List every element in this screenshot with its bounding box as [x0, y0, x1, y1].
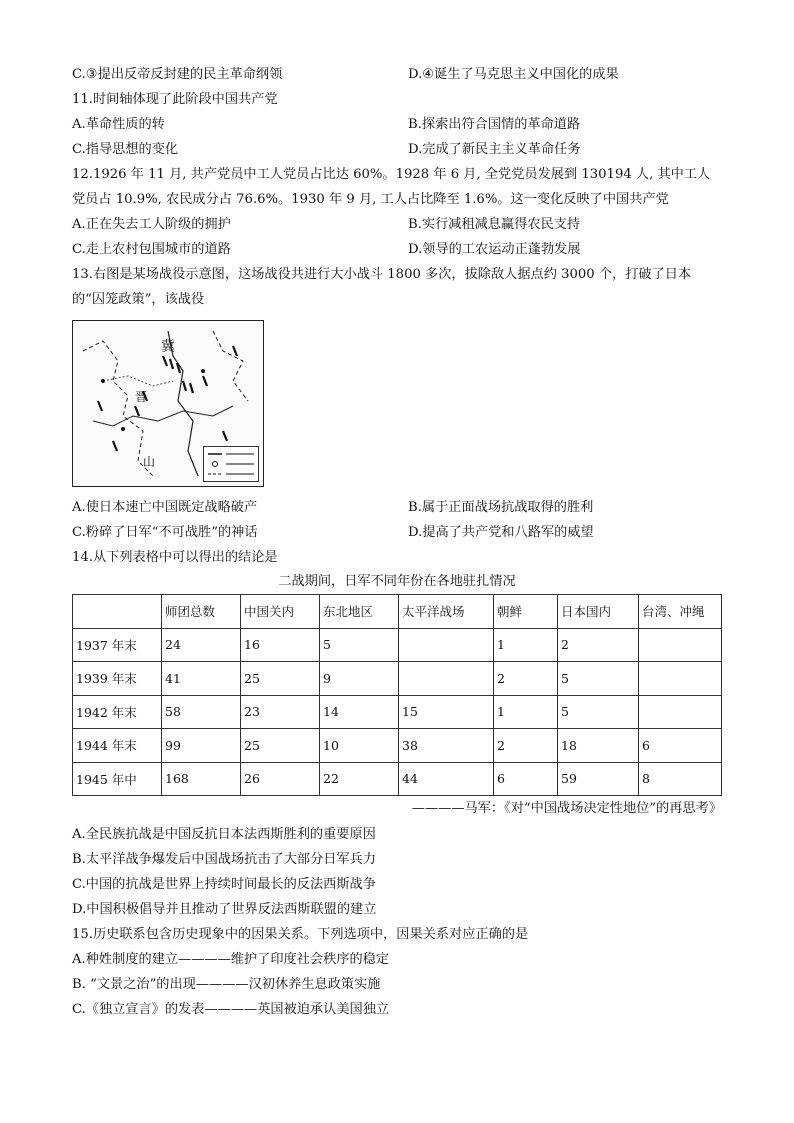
- table-cell: 25: [241, 729, 320, 763]
- table-row: [73, 762, 722, 796]
- table-cell: 6: [494, 762, 558, 796]
- table-cell: 10: [320, 729, 399, 763]
- q14-table-title: 二战期间，日军不同年份在各地驻扎情况: [278, 574, 516, 589]
- q12-option-b: B.实行减租减息赢得农民支持: [408, 217, 581, 232]
- q13-options-row-1: [72, 495, 722, 520]
- table-cell: 1937 年末: [73, 628, 162, 662]
- q14-table-source: ————马军：《对“中国战场决定性地位”的再思考》: [411, 801, 722, 816]
- q11-options-row-1: [72, 112, 722, 137]
- table-cell: [639, 695, 722, 729]
- table-cell: 44: [399, 762, 494, 796]
- q15-option-b: B. “文景之治”的出现————汉初休养生息政策实施: [72, 977, 381, 992]
- table-cell: 5: [558, 662, 639, 696]
- q13-option-b: B.属于正面战场抗战取得的胜利: [408, 500, 594, 515]
- table-header-cell: 朝鲜: [494, 595, 558, 629]
- q11-option-b: B.探索出符合国情的革命道路: [408, 117, 581, 132]
- table-row: [73, 662, 722, 696]
- table-cell: 22: [320, 762, 399, 796]
- q14-stem: 14.从下列表格中可以得出的结论是: [72, 550, 278, 565]
- table-header-row: [73, 595, 722, 629]
- q14-option-c: C.中国的抗战是世界上持续时间最长的反法西斯战争: [72, 877, 376, 892]
- table-cell: 1939 年末: [73, 662, 162, 696]
- q15-option-c: C.《独立宣言》的发表————英国被迫承认美国独立: [72, 1002, 390, 1017]
- table-cell: 15: [399, 695, 494, 729]
- table-row: [73, 695, 722, 729]
- table-header-cell: 师团总数: [162, 595, 241, 629]
- table-cell: [399, 628, 494, 662]
- exam-page: [72, 62, 722, 1022]
- q11-option-c: C.指导思想的变化: [72, 142, 179, 157]
- table-cell: 1942 年末: [73, 695, 162, 729]
- table-cell: 26: [241, 762, 320, 796]
- q13-option-d: D.提高了共产党和八路军的威望: [408, 525, 594, 540]
- table-header-cell: 中国关内: [241, 595, 320, 629]
- q14-data-table: [72, 594, 722, 796]
- q15-option-a: A.种姓制度的建立————维护了印度社会秩序的稳定: [72, 952, 390, 967]
- table-cell: 25: [241, 662, 320, 696]
- table-header-cell: 东北地区: [320, 595, 399, 629]
- table-cell: 168: [162, 762, 241, 796]
- table-cell: 1945 年中: [73, 762, 162, 796]
- table-cell: 5: [320, 628, 399, 662]
- table-row: [73, 628, 722, 662]
- q15-stem: 15.历史联系包含历史现象中的因果关系。下列选项中，因果关系对应正确的是: [72, 927, 529, 942]
- table-cell: 99: [162, 729, 241, 763]
- q13-option-a: A.使日本速亡中国既定战略破产: [72, 500, 258, 515]
- table-cell: 2: [558, 628, 639, 662]
- q14-option-b: B.太平洋战争爆发后中国战场抗击了大部分日军兵力: [72, 852, 377, 867]
- svg-text:晋: 晋: [135, 390, 148, 404]
- table-cell: 2: [494, 729, 558, 763]
- q12-options-row-1: [72, 212, 722, 237]
- table-cell: 23: [241, 695, 320, 729]
- table-cell: 2: [494, 662, 558, 696]
- table-cell: 14: [320, 695, 399, 729]
- q11-option-a: A.革命性质的转: [72, 117, 165, 132]
- battle-map-figure: [72, 320, 264, 487]
- table-cell: 5: [558, 695, 639, 729]
- q10-option-d: D.④诞生了马克思主义中国化的成果: [408, 67, 619, 82]
- q10-options-row: [72, 62, 722, 87]
- q11-option-d: D.完成了新民主主义革命任务: [408, 142, 581, 157]
- q11-stem: 11.时间轴体现了此阶段中国共产党: [72, 92, 278, 107]
- table-row: [73, 729, 722, 763]
- table-cell: 6: [639, 729, 722, 763]
- q12-option-a: A.正在失去工人阶级的拥护: [72, 217, 231, 232]
- table-cell: 41: [162, 662, 241, 696]
- q12-option-c: C.走上农村包围城市的道路: [72, 242, 231, 257]
- q12-option-d: D.领导的工农运动正蓬勃发展: [408, 242, 581, 257]
- q13-stem: 13.右图是某场战役示意图，这场战役共进行大小战斗 1800 多次，拔除敌人据点约 3000 个，打破了日本的“囚笼政策”，该战役: [72, 267, 692, 307]
- q14-option-a: A.全民族抗战是中国反抗日本法西斯胜利的重要原因: [72, 827, 376, 842]
- q13-options-row-2: [72, 520, 722, 545]
- table-cell: [639, 662, 722, 696]
- q11-options-row-2: [72, 137, 722, 162]
- q13-option-c: C.粉碎了日军“不可战胜”的神话: [72, 525, 258, 540]
- table-header-cell: [73, 595, 162, 629]
- table-cell: 16: [241, 628, 320, 662]
- map-legend: [203, 446, 259, 482]
- table-header-cell: 台湾、冲绳: [639, 595, 722, 629]
- table-cell: 38: [399, 729, 494, 763]
- table-cell: 8: [639, 762, 722, 796]
- svg-text:冀: 冀: [161, 339, 175, 355]
- table-cell: [639, 628, 722, 662]
- table-header-cell: 日本国内: [558, 595, 639, 629]
- table-cell: 18: [558, 729, 639, 763]
- table-cell: 1: [494, 695, 558, 729]
- table-cell: 9: [320, 662, 399, 696]
- q12-stem: 12.1926 年 11 月, 共产党员中工人党员占比达 60%。1928 年 6 月, 全党党员发展到 130194 人, 其中工人党员占 10.9%, 农民成分占 76.6%。1930 年 9 月, 工人占比降至 1.6%。这一变化反映了中国共产党: [72, 167, 711, 207]
- svg-text:山: 山: [143, 455, 156, 469]
- table-cell: 24: [162, 628, 241, 662]
- table-cell: 58: [162, 695, 241, 729]
- table-header-cell: 太平洋战场: [399, 595, 494, 629]
- table-cell: [399, 662, 494, 696]
- q10-option-c: C.③提出反帝反封建的民主革命纲领: [72, 67, 283, 82]
- q14-option-d: D.中国积极倡导并且推动了世界反法西斯联盟的建立: [72, 902, 377, 917]
- table-cell: 1: [494, 628, 558, 662]
- table-cell: 59: [558, 762, 639, 796]
- table-cell: 1944 年末: [73, 729, 162, 763]
- q12-options-row-2: [72, 237, 722, 262]
